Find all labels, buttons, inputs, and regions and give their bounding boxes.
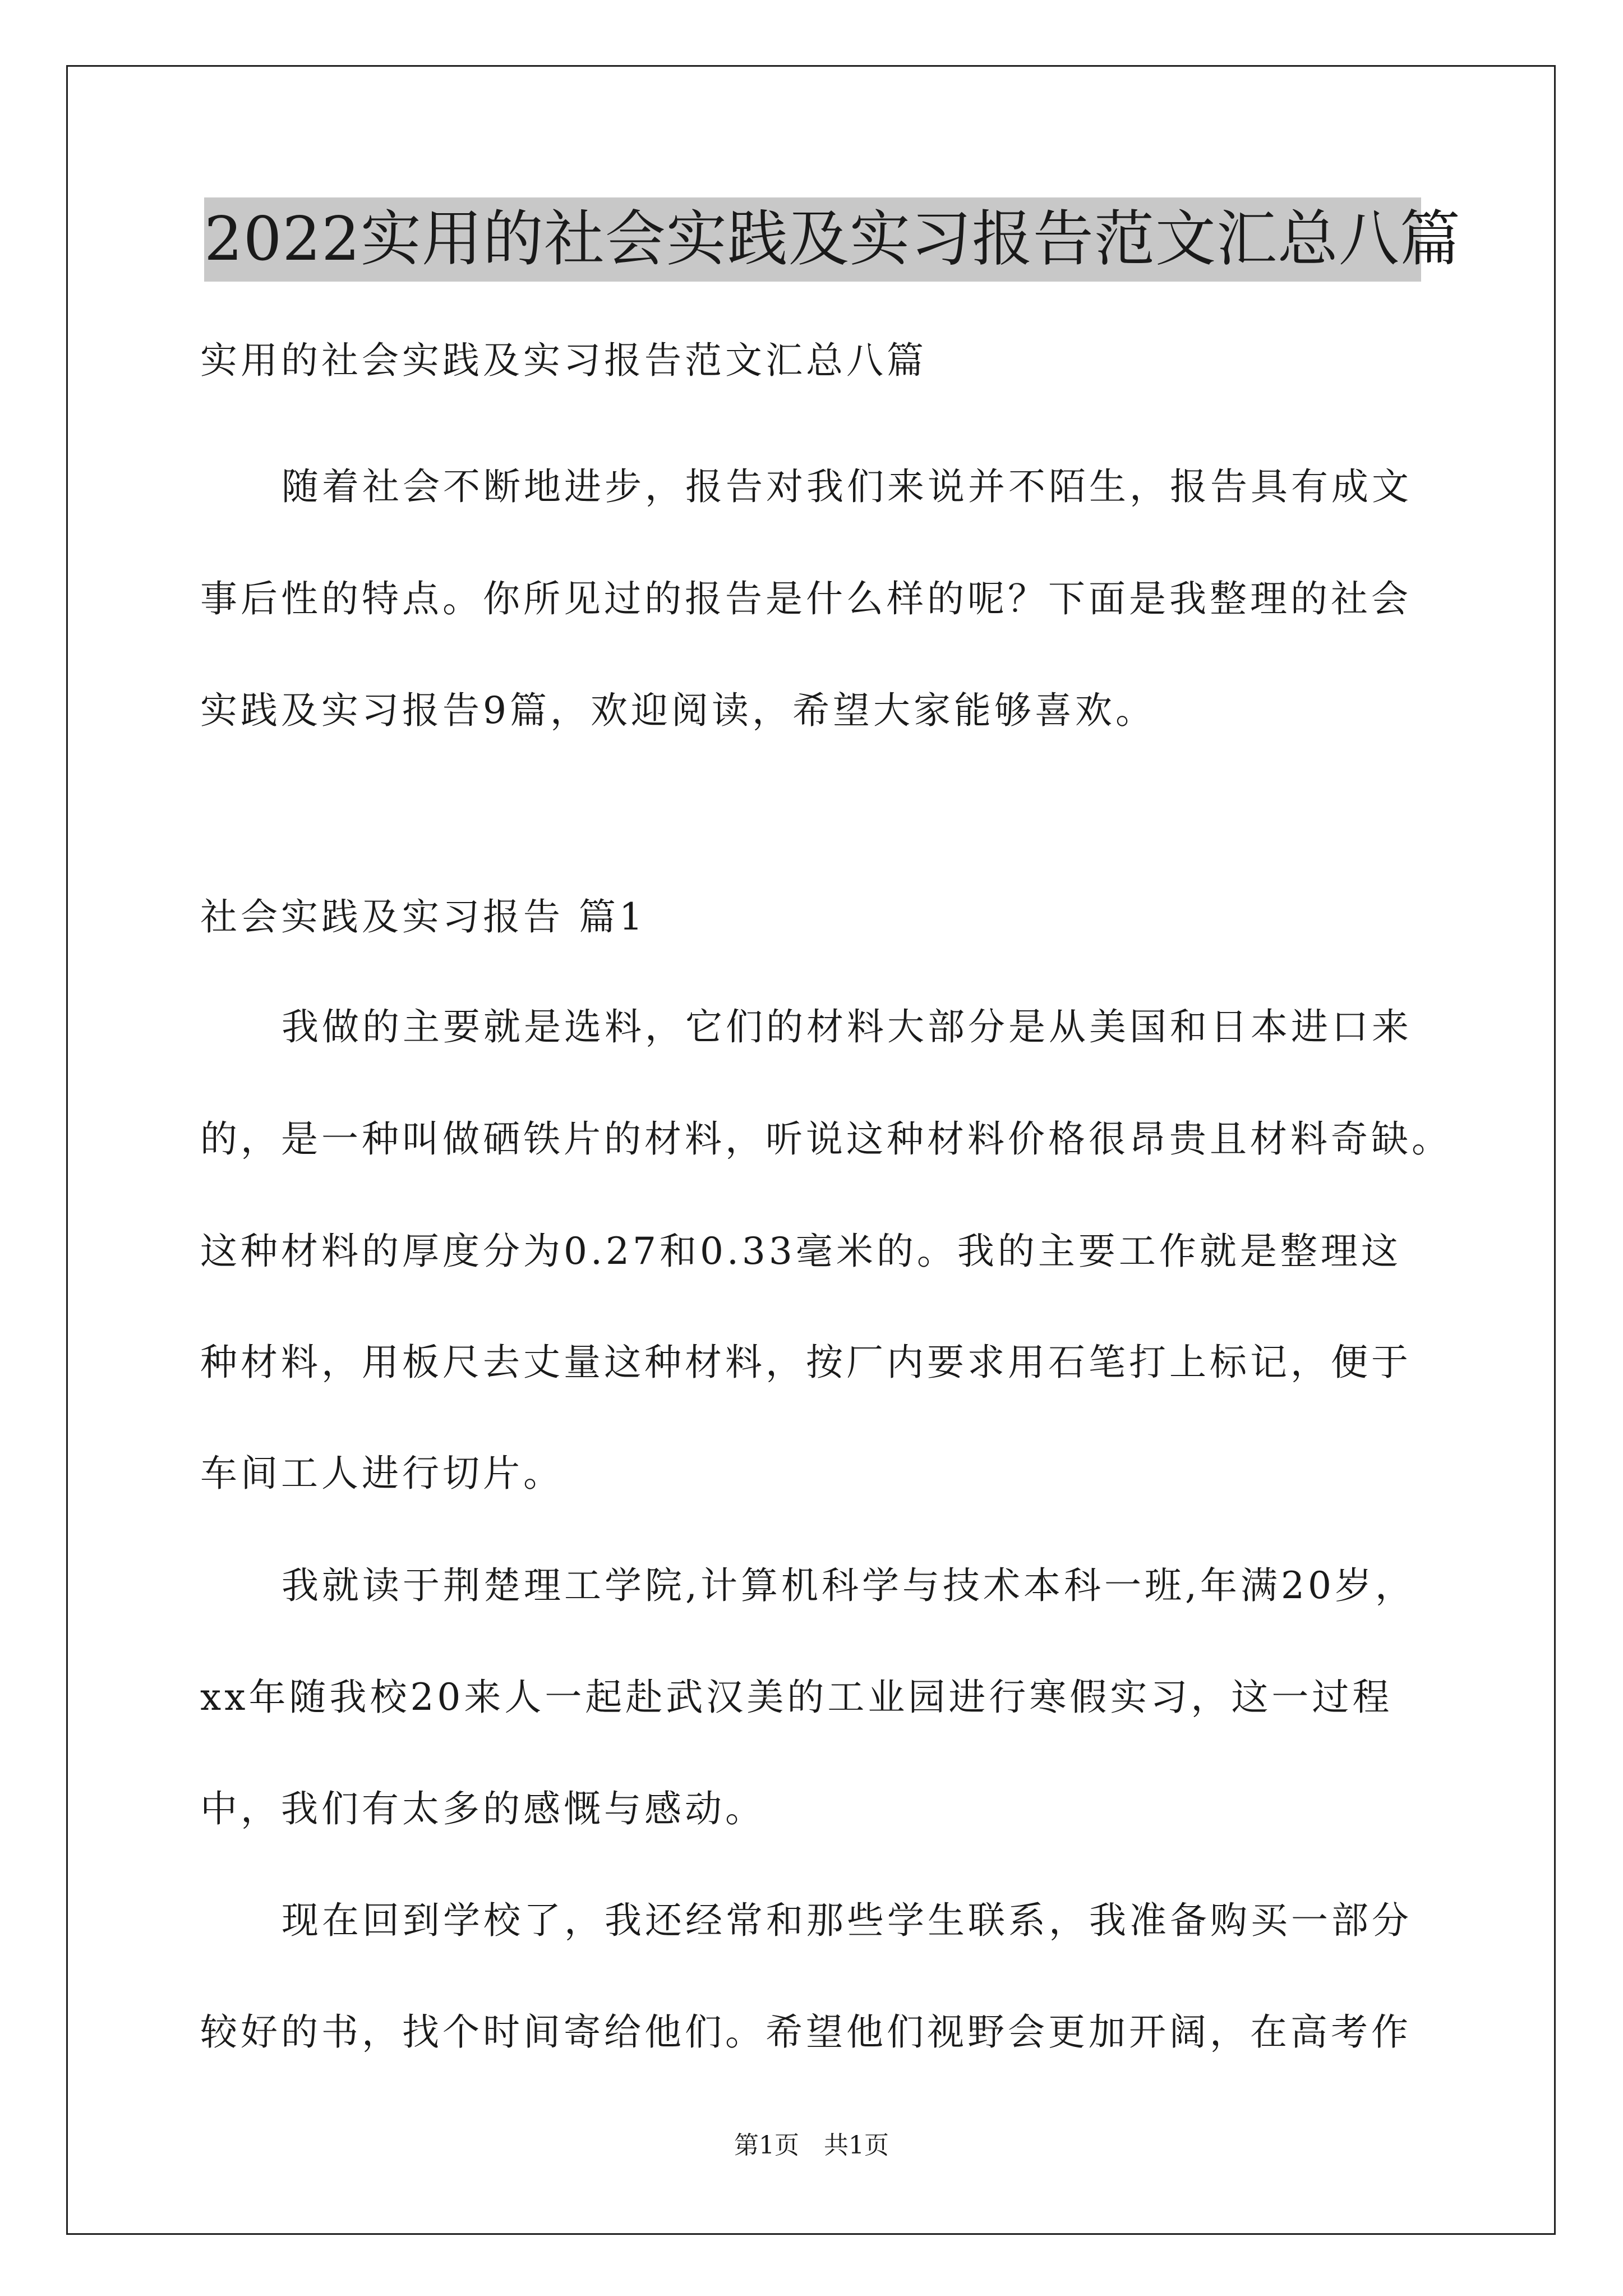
- paragraph1-line-3: 这种材料的厚度分为0.27和0.33毫米的。我的主要工作就是整理这: [200, 1230, 1401, 1273]
- document-subtitle: 实用的社会实践及实习报告范文汇总八篇: [200, 339, 927, 382]
- paragraph2-line-3: 中，我们有太多的感慨与感动。: [200, 1787, 766, 1830]
- paragraph3-line-1: 现在回到学校了，我还经常和那些学生联系，我准备购买一部分: [282, 1899, 1412, 1942]
- section-heading: 社会实践及实习报告 篇1: [200, 895, 646, 938]
- paragraph2-line-2: xx年随我校20来人一起赴武汉美的工业园进行寒假实习，这一过程: [200, 1676, 1393, 1719]
- intro-line-3: 实践及实习报告9篇，欢迎阅读，希望大家能够喜欢。: [200, 689, 1156, 732]
- paragraph2-line-1: 我就读于荆楚理工学院,计算机科学与技术本科一班,年满20岁，: [282, 1564, 1415, 1607]
- paragraph1-line-5: 车间工人进行切片。: [200, 1452, 564, 1495]
- page-footer: 第1页 共1页: [734, 2131, 889, 2160]
- document-title: 2022实用的社会实践及实习报告范文汇总八篇: [204, 197, 1421, 282]
- paragraph1-line-2: 的，是一种叫做硒铁片的材料，听说这种材料价格很昂贵且材料奇缺。: [200, 1117, 1452, 1161]
- intro-line-1: 随着社会不断地进步，报告对我们来说并不陌生，报告具有成文: [282, 465, 1412, 508]
- intro-line-2: 事后性的特点。你所见过的报告是什么样的呢？下面是我整理的社会: [200, 577, 1412, 620]
- paragraph3-line-2: 较好的书，找个时间寄给他们。希望他们视野会更加开阔，在高考作: [200, 2010, 1412, 2054]
- paragraph1-line-4: 种材料，用板尺去丈量这种材料，按厂内要求用石笔打上标记，便于: [200, 1341, 1412, 1384]
- paragraph1-line-1: 我做的主要就是选料，它们的材料大部分是从美国和日本进口来: [282, 1005, 1412, 1048]
